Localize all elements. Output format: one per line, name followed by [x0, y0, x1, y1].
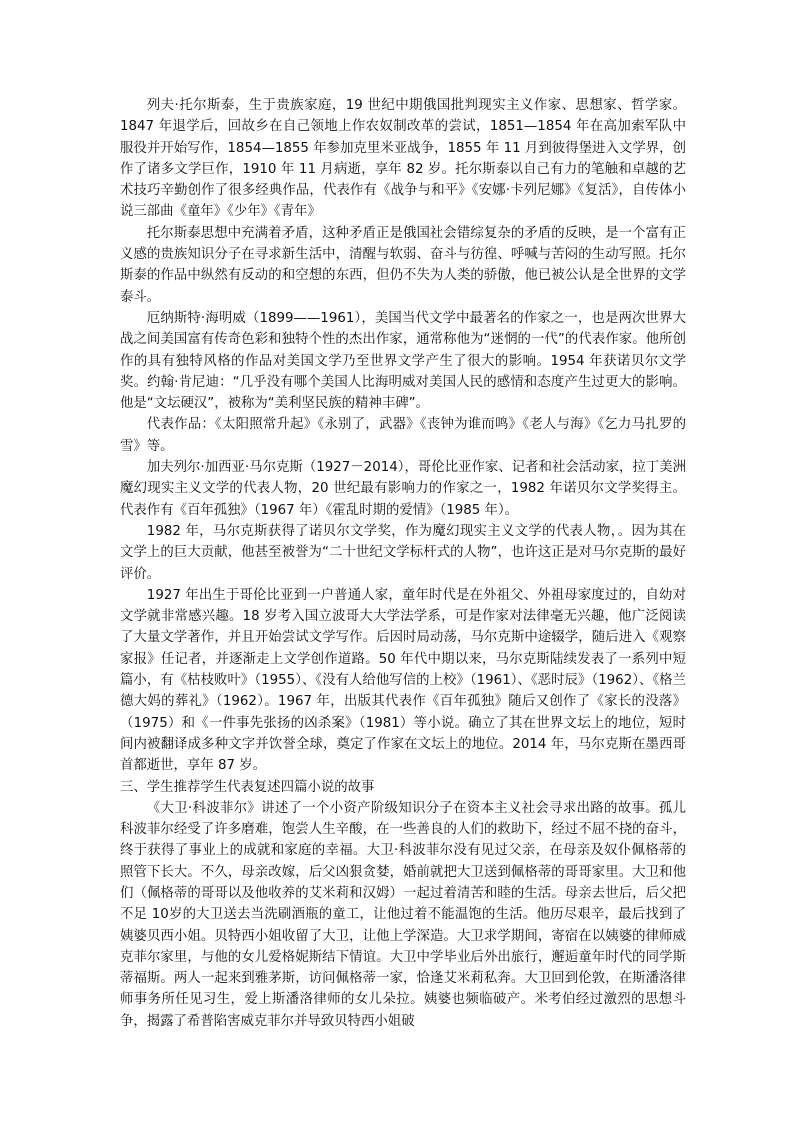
section-heading: 三、学生推荐学生代表复述四篇小说的故事 [120, 779, 375, 795]
paragraph-marquez-life: 1927 年出生于哥伦比亚到一户普通人家，童年时代是在外祖父、外祖母家度过的，自幼对文学就非常感兴趣。18 岁考入国立波哥大大学法学系，可是作家对法律毫无兴趣，他广泛阅读了大量文学著作，并且开始尝试文学写作。后因时局动荡，马尔克斯中途辍学，随后进入《观察家报》任记者，并逐渐走上文学创作道路。50 年代中期以来，马尔克斯陆续发表了一系列中短篇小，有《枯枝败叶》（1955）、《没有人给他写信的上校》（1961）、《恶时辰》（1962）、《格兰德大妈的葬礼》（1962）。1967 年，出版其代表作《百年孤独》随后又创作了《家长的没落》（1975）和《一件事先张扬的凶杀案》（1981）等小说。确立了其在世界文坛上的地位，短时间内被翻译成多种文字并饮誉全球，奠定了作家在文坛上的地位。2014 年，马尔克斯在墨西哥首都逝世，享年 87 岁。 [120, 587, 686, 774]
paragraph-tolstoy-bio: 列夫·托尔斯泰，生于贵族家庭，19 世纪中期俄国批判现实主义作家、思想家、哲学家。1847 年退学后，回故乡在自己领地上作农奴制改革的尝试，1851—1854 年在高加索军队中服役并开始写作，1854—1855 年参加克里米亚战争，1855 年 11 月到彼得堡进入文学界，创作了诸多文学巨作，1910 年 11 月病逝，享年 82 岁。托尔斯泰以自己有力的笔触和卓越的艺术技巧辛勤创作了很多经典作品，代表作有《战争与和平》《安娜·卡列尼娜》《复活》，自传体小说三部曲《童年》《少年》《青年》 [120, 98, 686, 220]
paragraph-hemingway-works: 代表作品：《太阳照常升起》《永别了，武器》《丧钟为谁而鸣》《老人与海》《乞力马扎罗的雪》等。 [120, 417, 686, 454]
paragraph-marquez-bio: 加夫列尔·加西亚·马尔克斯（1927－2014），哥伦比亚作家、记者和社会活动家，拉丁美洲魔幻现实主义文学的代表人物，20 世纪最有影响力的作家之一，1982 年诺贝尔文学奖得主。代表作有《百年孤独》（1967 年）《霍乱时期的爱情》（1985 年）。 [120, 460, 686, 518]
paragraph-marquez-nobel: 1982 年，马尔克斯获得了诺贝尔文学奖，作为魔幻现实主义文学的代表人物，。因为其在文学上的巨大贡献，他甚至被誉为“二十世纪文学标杆式的人物”，也许这正是对马尔克斯的最好评价。 [120, 523, 686, 582]
paragraph-hemingway-bio: 厄纳斯特·海明威（1899——1961），美国当代文学中最著名的作家之一，也是两次世界大战之间美国富有传奇色彩和独特个性的杰出作家，通常称他为“迷惘的一代”的代表作家。他所创作的具有独特风格的作品对美国文学乃至世界文学产生了很大的影响。1954 年获诺贝尔文学奖。约翰·肯尼迪：“几乎没有哪个美国人比海明威对美国人民的感情和态度产生过更大的影响。他是“文坛硬汉”，被称为“美利坚民族的精神丰碑”。 [120, 310, 686, 412]
document-page [120, 95, 686, 1032]
paragraph-david-copperfield: 《大卫·科波菲尔》讲述了一个小资产阶级知识分子在资本主义社会寻求出路的故事。孤儿科波菲尔经受了许多磨难，饱尝人生辛酸，在一些善良的人们的救助下，经过不屈不挠的奋斗，终于获得了事业上的成就和家庭的幸福。大卫·科波菲尔没有见过父亲，在母亲及奴仆佩格蒂的照管下长大。不久，母亲改嫁，后父凶狠贪婪，婚前就把大卫送到佩格蒂的哥哥家里。大卫和他们（佩格蒂的哥哥以及他收养的艾米莉和汉姆）一起过着清苦和睦的生活。母亲去世后，后父把不足 10岁的大卫送去当洗刷酒瓶的童工，让他过着不能温饱的生活。他历尽艰辛，最后找到了姨婆贝西小姐。贝特西小姐收留了大卫，让他上学深造。大卫求学期间，寄宿在以姨婆的律师威克菲尔家里，与他的女儿爱格妮斯结下情谊。大卫中学毕业后外出旅行，邂逅童年时代的同学斯蒂福斯。两人一起来到雅茅斯，访问佩格蒂一家，恰逢艾米莉私奔。大卫回到伦敦，在斯潘洛律师事务所任见习生，爱上斯潘洛律师的女儿朵拉。姨婆也频临破产。米考伯经过激烈的思想斗争，揭露了希普陷害威克菲尔并导致贝特西小姐破 [120, 800, 686, 1029]
paragraph-tolstoy-thought: 托尔斯泰思想中充满着矛盾，这种矛盾正是俄国社会错综复杂的矛盾的反映，是一个富有正义感的贵族知识分子在寻求新生活中，清醒与软弱、奋斗与彷徨、呼喊与苦闷的生动写照。托尔斯泰的作品中纵然有反动的和空想的东西，但仍不失为人类的骄傲，他已被公认是全世界的文学泰斗。 [120, 225, 686, 305]
